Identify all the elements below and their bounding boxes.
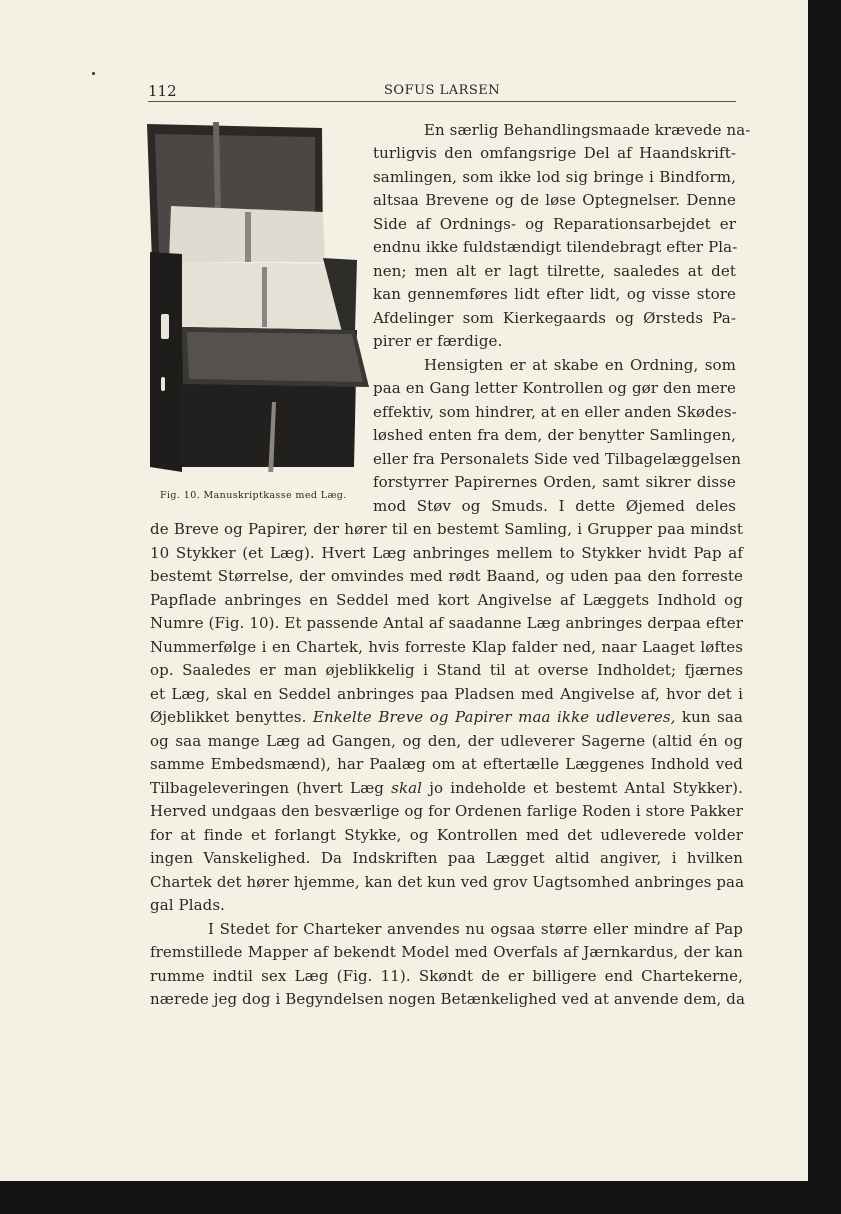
text-line (150, 612, 743, 636)
text-segment: Herved undgaas den besværlige og for Ordenen farlige Roden i store Pakker (150, 802, 743, 820)
text-line (373, 330, 736, 354)
text-line (373, 283, 736, 307)
text-line (373, 166, 736, 190)
text-segment: op. Saaledes er man øjeblikkelig i Stand til at overse Indholdet; fjærnes (150, 661, 743, 679)
text-segment: mod Støv og Smuds. I dette Øjemed deles (373, 496, 736, 515)
italic-text: Enkelte Breve og Papirer maa ikke udleveres, (312, 708, 676, 726)
text-line (150, 894, 743, 918)
text-segment: kun saa (675, 708, 743, 726)
text-segment: nen; men alt er lagt tilrette, saaledes at det (373, 261, 736, 280)
text-segment: og saa mange Læg ad Gangen, og den, der udleverer Sagerne (altid én og (150, 731, 743, 750)
text-segment: 10 Stykker (et Læg). Hvert Læg anbringes mellem to Stykker hvidt Pap af (150, 543, 743, 562)
text-line (150, 941, 743, 965)
text-line (373, 471, 736, 495)
header-rule (148, 101, 736, 102)
text-segment: for at finde et forlangt Stykke, og Kontrollen med det udleverede volder (150, 825, 743, 844)
scan-edge-right (808, 0, 841, 1214)
text-line (150, 824, 743, 848)
text-line (150, 847, 743, 871)
text-line (373, 236, 736, 260)
text-segment: En særlig Behandlingsmaade krævede na- (424, 120, 751, 139)
text-line (150, 918, 743, 942)
text-segment: Side af Ordnings- og Reparationsarbejdet er (373, 214, 736, 233)
text-line (150, 518, 743, 542)
text-segment: nærede jeg dog i Begyndelsen nogen Betænkelighed ved at anvende dem, da (150, 990, 745, 1008)
text-segment: pirer er færdige. (373, 332, 503, 350)
text-line (150, 965, 743, 989)
text-line (150, 988, 743, 1012)
figure-caption: Fig. 10. Manuskriptkasse med Læg. (160, 490, 347, 501)
text-segment: Øjeblikket benyttes. (150, 708, 313, 726)
text-line (150, 730, 743, 754)
scan-speck (92, 72, 95, 75)
text-segment: forstyrrer Papirernes Orden, samt sikrer disse (373, 473, 736, 491)
text-line (150, 871, 743, 895)
text-segment: Hensigten er at skabe en Ordning, som (424, 355, 736, 374)
text-segment: samme Embedsmænd), har Paalæg om at eftertælle Læggenes Indhold ved (150, 755, 743, 773)
text-segment: endnu ikke fuldstændigt tilendebragt efter Pla- (373, 238, 738, 256)
text-segment: altsaa Brevene og de løse Optegnelser. Denne (373, 191, 736, 209)
text-segment: gal Plads. (150, 896, 226, 914)
text-line (373, 307, 736, 331)
text-line (373, 119, 751, 143)
text-line (150, 800, 743, 824)
text-line (150, 706, 743, 730)
text-line (150, 589, 743, 613)
text-segment: ingen Vanskelighed. Da Indskriften paa Lægget altid angiver, i hvilken (150, 849, 743, 867)
text-line (373, 354, 736, 378)
text-line (373, 213, 736, 237)
text-line (373, 189, 736, 213)
text-segment: Chartek det hører hjemme, kan det kun ved grov Uagtsomhed anbringes paa (150, 872, 745, 891)
text-segment: Afdelinger som Kierkegaards og Ørsteds Pa- (373, 308, 736, 327)
text-segment: et Læg, skal en Seddel anbringes paa Pladsen med Angivelse af, hvor det i (150, 684, 743, 703)
text-line (373, 377, 736, 401)
text-segment: samlingen, som ikke lod sig bringe i Bindform, (373, 167, 736, 186)
running-title: SOFUS LARSEN (384, 83, 501, 98)
text-segment: turligvis den omfangsrige Del af Haandskrift- (373, 144, 736, 162)
text-segment: I Stedet for Charteker anvendes nu ogsaa større eller mindre af Pap (208, 919, 743, 938)
page-number: 112 (148, 82, 177, 100)
text-segment: løshed enten fra dem, der benytter Samlingen, (373, 426, 736, 444)
text-line (150, 683, 743, 707)
text-segment: jo indeholde et bestemt Antal Stykker). (422, 778, 743, 797)
text-line (373, 142, 736, 166)
text-segment: rumme indtil sex Læg (Fig. 11). Skøndt de er billigere end Chartekerne, (150, 966, 743, 985)
text-line (373, 495, 736, 519)
text-segment: eller fra Personalets Side ved Tilbagelæggelsen (373, 449, 742, 468)
text-line (150, 542, 743, 566)
text-segment: Numre (Fig. 10). Et passende Antal af saadanne Læg anbringes derpaa efter (150, 614, 743, 632)
text-line (150, 565, 743, 589)
text-segment: effektiv, som hindrer, at en eller anden Skødes- (373, 402, 737, 421)
text-line (150, 753, 743, 777)
text-segment: fremstillede Mapper af bekendt Model med Overfals af Jærnkardus, der kan (150, 943, 743, 961)
text-line (373, 424, 736, 448)
text-segment: bestemt Størrelse, der omvindes med rødt Baand, og uden paa den forreste (150, 567, 743, 585)
text-line (150, 636, 743, 660)
text-line (150, 777, 743, 801)
text-segment: Papflade anbringes en Seddel med kort Angivelse af Læggets Indhold og (150, 590, 743, 609)
scan-edge-bottom (0, 1181, 841, 1214)
text-segment: paa en Gang letter Kontrollen og gør den mere (373, 379, 736, 397)
text-line (373, 448, 742, 472)
text-line (373, 260, 736, 284)
text-segment: de Breve og Papirer, der hører til en bestemt Samling, i Grupper paa mindst (150, 520, 743, 538)
figure-manuscript-box (147, 122, 372, 472)
italic-text: skal (391, 778, 423, 797)
text-line (150, 659, 743, 683)
text-segment: Tilbageleveringen (hvert Læg (150, 778, 392, 797)
manuscript-box-illustration (147, 122, 372, 472)
text-line (373, 401, 736, 425)
text-segment: Nummerfølge i en Chartek, hvis forreste Klap falder ned, naar Laaget løftes (150, 637, 743, 656)
text-segment: kan gennemføres lidt efter lidt, og visse store (373, 285, 736, 303)
